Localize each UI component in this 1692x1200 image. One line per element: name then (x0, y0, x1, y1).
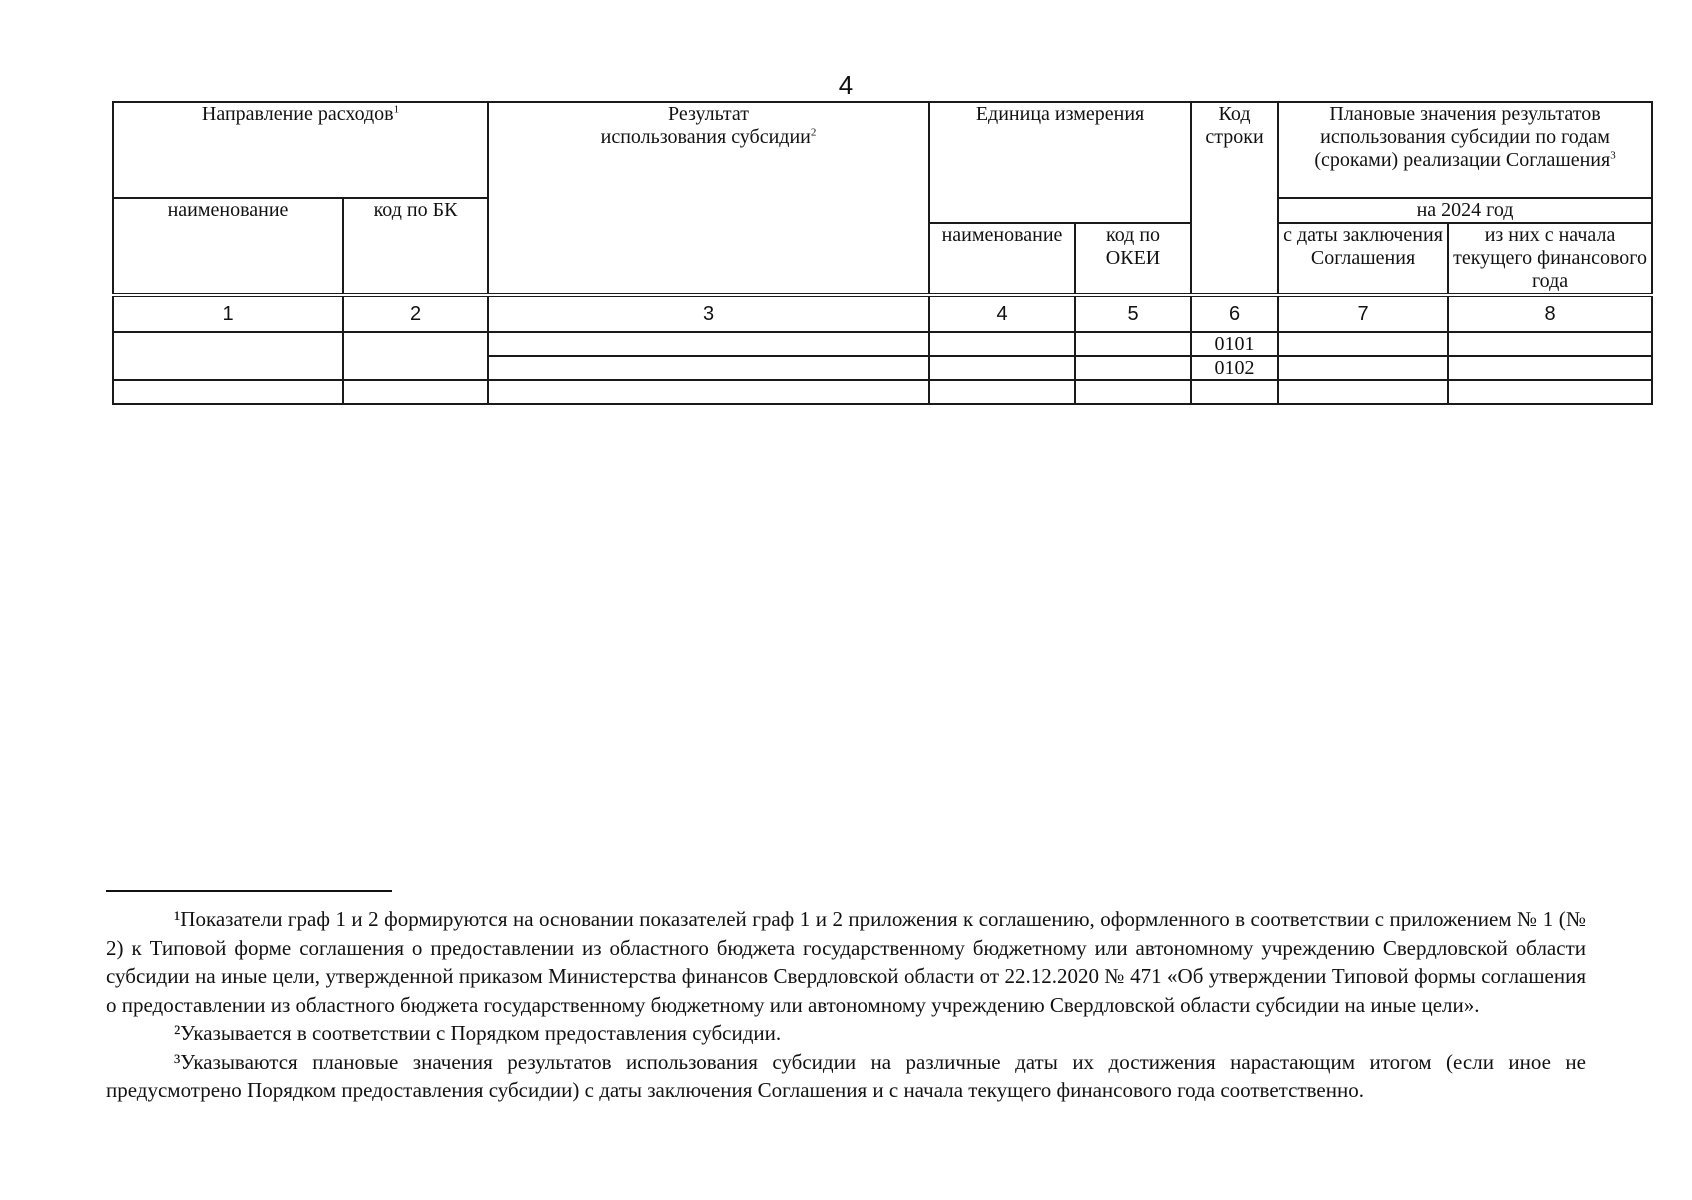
column-number: 4 (929, 295, 1075, 332)
page-number: 4 (838, 70, 854, 100)
cell-name[interactable] (113, 380, 343, 404)
cell-result[interactable] (488, 380, 929, 404)
cell-unit-name[interactable] (929, 356, 1075, 380)
table-row (113, 380, 1652, 404)
header-result: Результат использования субсидии$^2$ (488, 102, 929, 295)
column-numbers-row (113, 295, 1652, 332)
header-direction: Направление расходов$^1$ (113, 102, 488, 198)
cell-name[interactable] (113, 332, 343, 380)
cell-okei-code[interactable] (1075, 356, 1191, 380)
cell-okei-code[interactable] (1075, 380, 1191, 404)
column-number: 7 (1278, 295, 1448, 332)
column-number: 5 (1075, 295, 1191, 332)
table-row (113, 332, 1652, 356)
cell-from-date[interactable] (1278, 380, 1448, 404)
header-code-bk: код по БК (343, 198, 488, 295)
column-number: 6 (1191, 295, 1278, 332)
footnote-separator (106, 890, 392, 892)
cell-from-year-start[interactable] (1448, 356, 1652, 380)
cell-unit-name[interactable] (929, 380, 1075, 404)
footnotes (106, 905, 1586, 1105)
cell-result[interactable] (488, 356, 929, 380)
cell-okei-code[interactable] (1075, 332, 1191, 356)
header-okei-code: код по ОКЕИ (1075, 223, 1191, 295)
header-unit: Единица измерения (929, 102, 1191, 223)
cell-row-code: 0101 (1191, 332, 1278, 356)
header-name: наименование (113, 198, 343, 295)
header-year: на 2024 год (1278, 198, 1652, 223)
footnote-1: ¹Показатели граф 1 и 2 формируются на основании показателей граф 1 и 2 приложения к соглашению, оформленного в соответствии с приложением № 1 (№ 2) к Типовой форме соглашения о предоставлении из областного бюджета государственному бюджетному или автономному учреждению Свердловской области субсидии на иные цели, утвержденной приказом Министерства финансов Свердловской области от 22.12.2020 № 471 «Об утверждении Типовой формы соглашения о предоставлении из областного бюджета государственному бюджетному или автономному учреждению Свердловской области субсидии на иные цели». (106, 907, 1586, 1017)
cell-row-code: 0102 (1191, 356, 1278, 380)
column-number: 2 (343, 295, 488, 332)
column-number: 3 (488, 295, 929, 332)
cell-unit-name[interactable] (929, 332, 1075, 356)
plan-values-table (112, 101, 1653, 405)
header-plan: Плановые значения результатов использования субсидии по годам (сроками) реализации Соглашения$^3$ (1278, 102, 1652, 198)
header-row-code: Код строки (1191, 102, 1278, 295)
header-from-year-start: из них с начала текущего финансового года (1448, 223, 1652, 295)
footnote-3: ³Указываются плановые значения результатов использования субсидии на различные даты их достижения нарастающим итогом (если иное не предусмотрено Порядком предоставления субсидии) с даты заключения Соглашения и с начала текущего финансового года соответственно. (106, 1049, 1586, 1102)
cell-code-bk[interactable] (343, 380, 488, 404)
cell-row-code (1191, 380, 1278, 404)
cell-from-year-start[interactable] (1448, 380, 1652, 404)
header-unit-name: наименование (929, 223, 1075, 295)
column-number: 8 (1448, 295, 1652, 332)
header-from-date: с даты заключения Соглашения (1278, 223, 1448, 295)
cell-result[interactable] (488, 332, 929, 356)
column-number: 1 (113, 295, 343, 332)
cell-code-bk[interactable] (343, 332, 488, 380)
cell-from-date[interactable] (1278, 356, 1448, 380)
cell-from-year-start[interactable] (1448, 332, 1652, 356)
footnote-2: ²Указывается в соответствии с Порядком предоставления субсидии. (174, 1021, 782, 1045)
cell-from-date[interactable] (1278, 332, 1448, 356)
